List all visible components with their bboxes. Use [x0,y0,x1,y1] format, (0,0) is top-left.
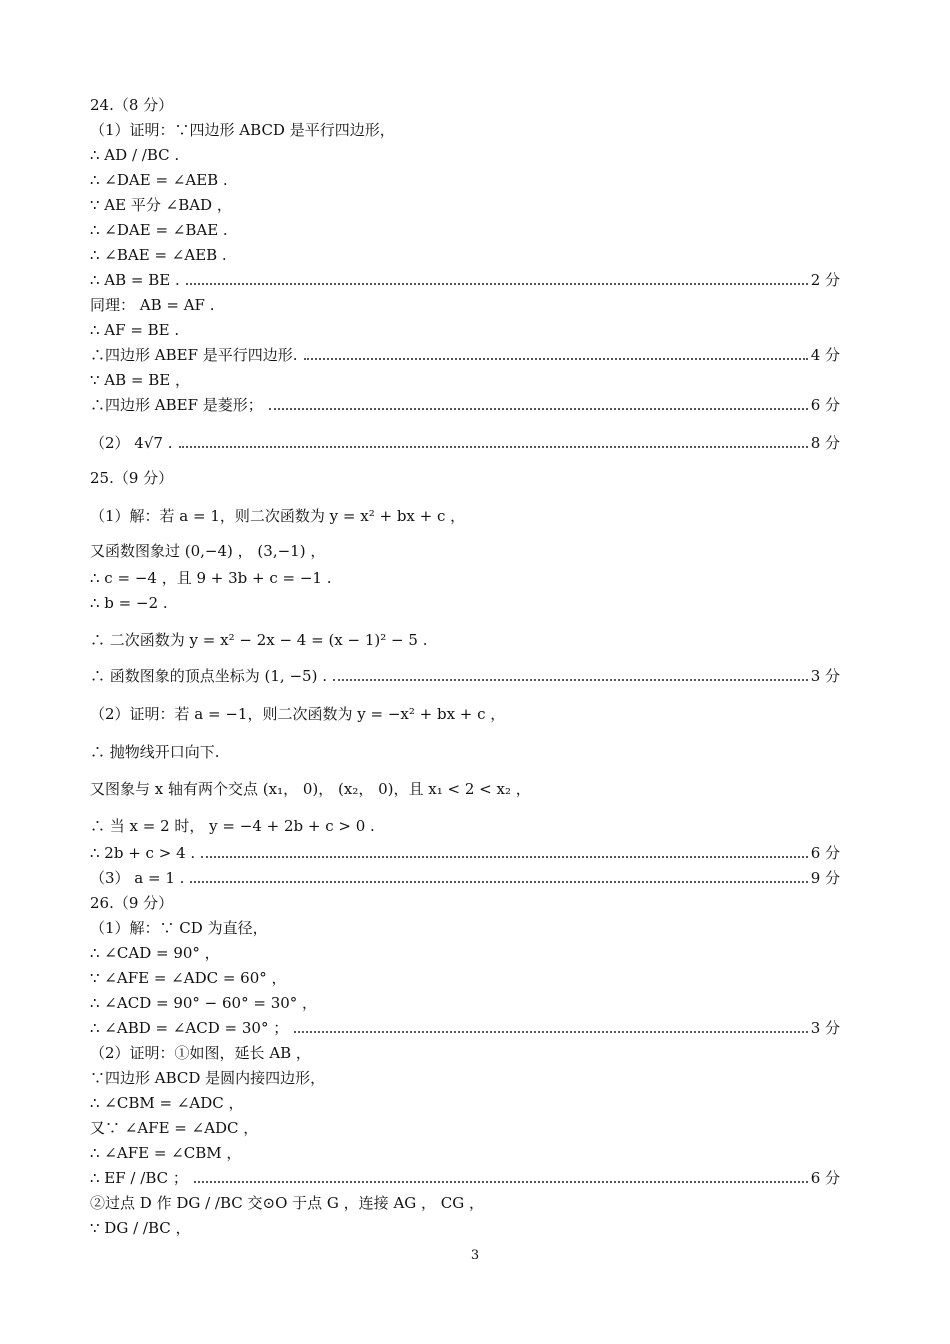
page-number: 3 [470,1248,480,1263]
line-text: 又图象与 x 轴有两个交点 (x₁， 0)， (x₂， 0)，且 x₁ < 2 < x₂ ， [90,780,531,798]
answer-line [90,593,840,613]
answer-line [90,1168,840,1188]
line-text: ∵ AE 平分 ∠BAD ， [90,196,232,214]
line-text: ∴ 二次函数为 y = x² − 2x − 4 = (x − 1)² − 5 . [90,631,428,649]
line-text: ∴ 函数图象的顶点坐标为 (1, −5) . [90,667,327,685]
score-label: 6 分 [810,396,840,414]
line-text: ∵ AB = BE ， [90,371,191,389]
line-text: 又∵ ∠AFE = ∠ADC ， [90,1119,259,1137]
line-text: ∴四边形 ABEF 是平行四边形. [90,346,298,364]
score-label: 6 分 [810,1169,840,1187]
line-text: ∴ 当 x = 2 时， y = −4 + 2b + c > 0 . [90,817,375,835]
answer-line [90,245,840,265]
line-text: ∴ AB = BE . [90,271,180,289]
line-text: 同理： AB = AF . [90,296,215,314]
answer-line [90,170,840,190]
score-label: 3 分 [810,1019,840,1037]
answer-line [90,893,840,913]
line-text: ∴ ∠DAE = ∠BAE . [90,221,228,239]
line-text: （1）解：∵ CD 为直径， [90,919,268,937]
line-text: ∴ EF / /BC ； [90,1169,188,1187]
answer-line [90,816,840,836]
score-label: 6 分 [810,844,840,862]
line-text: ∴ AD / /BC . [90,146,180,164]
answer-line [90,1068,840,1088]
answer-line [90,295,840,315]
line-text: ∴ ∠CAD = 90° ， [90,944,220,962]
line-text: ∴ ∠ABD = ∠ACD = 30° ； [90,1019,289,1037]
answer-line [90,1193,840,1213]
answer-line [90,541,840,561]
dot-leader [201,856,808,858]
dot-leader [304,358,808,360]
score-label: 9 分 [810,869,840,887]
answer-line [90,320,840,340]
line-text: 24.（8 分） [90,96,174,114]
line-text: （1）解：若 a = 1，则二次函数为 y = x² + bx + c ， [90,507,466,525]
answer-line [90,968,840,988]
answer-line [90,779,840,799]
answer-line [90,120,840,140]
answer-line [90,1218,840,1238]
answer-line [90,270,840,290]
dot-leader [194,1181,808,1183]
dot-leader [294,1031,807,1033]
score-label: 8 分 [810,434,840,452]
answer-line [90,220,840,240]
answer-line [90,370,840,390]
dot-leader [179,446,808,448]
dot-leader [333,679,808,681]
line-text: ∴ b = −2 . [90,594,168,612]
answer-line [90,1043,840,1063]
answer-line [90,506,840,526]
answer-line [90,468,840,488]
answer-line [90,195,840,215]
answer-line [90,345,840,365]
line-text: （2）证明：若 a = −1，则二次函数为 y = −x² + bx + c ， [90,705,506,723]
score-label: 2 分 [810,271,840,289]
line-text: ∴ 抛物线开口向下. [90,743,220,761]
answer-line [90,1093,840,1113]
line-text: ∴ c = −4 ，且 9 + 3b + c = −1 . [90,569,332,587]
line-text: 又函数图象过 (0,−4) ， (3,−1) ， [90,542,326,560]
answer-line [90,395,840,415]
answer-line [90,1118,840,1138]
line-text: ∴ ∠BAE = ∠AEB . [90,246,227,264]
answer-line [90,666,840,686]
line-text: （2）证明：①如图，延长 AB ， [90,1044,311,1062]
line-text: ∴四边形 ABEF 是菱形； [90,396,263,414]
line-text: 25.（9 分） [90,469,174,487]
line-text: ∴ 2b + c > 4 . [90,844,196,862]
line-text: ∵四边形 ABCD 是圆内接四边形， [90,1069,326,1087]
line-text: ∴ ∠CBM = ∠ADC ， [90,1094,244,1112]
answer-line [90,843,840,863]
answer-line [90,1143,840,1163]
answer-line [90,145,840,165]
line-text: ∴ ∠AFE = ∠CBM ， [90,1144,242,1162]
score-label: 3 分 [810,667,840,685]
dot-leader [269,408,808,410]
answer-line [90,742,840,762]
line-text: 26.（9 分） [90,894,174,912]
line-text: ②过点 D 作 DG / /BC 交⊙O 于点 G ，连接 AG ， CG ， [90,1194,485,1212]
line-text: （1）证明：∵四边形 ABCD 是平行四边形， [90,121,395,139]
line-text: ∵ DG / /BC ， [90,1219,191,1237]
answer-line [90,568,840,588]
line-text: ∴ ∠ACD = 90° − 60° = 30° ， [90,994,318,1012]
answer-line [90,943,840,963]
line-text: ∵ ∠AFE = ∠ADC = 60° ， [90,969,287,987]
answer-line [90,95,840,115]
line-text: ∴ ∠DAE = ∠AEB . [90,171,228,189]
answer-line [90,433,840,453]
line-text: （2） 4√7 . [90,434,173,452]
dot-leader [190,881,807,883]
line-text: （3） a = 1 . [90,869,185,887]
answer-line [90,993,840,1013]
answer-line [90,918,840,938]
dot-leader [186,283,808,285]
answer-line [90,868,840,888]
answer-line [90,704,840,724]
answer-line [90,630,840,650]
score-label: 4 分 [810,346,840,364]
answer-line [90,1018,840,1038]
line-text: ∴ AF = BE . [90,321,180,339]
